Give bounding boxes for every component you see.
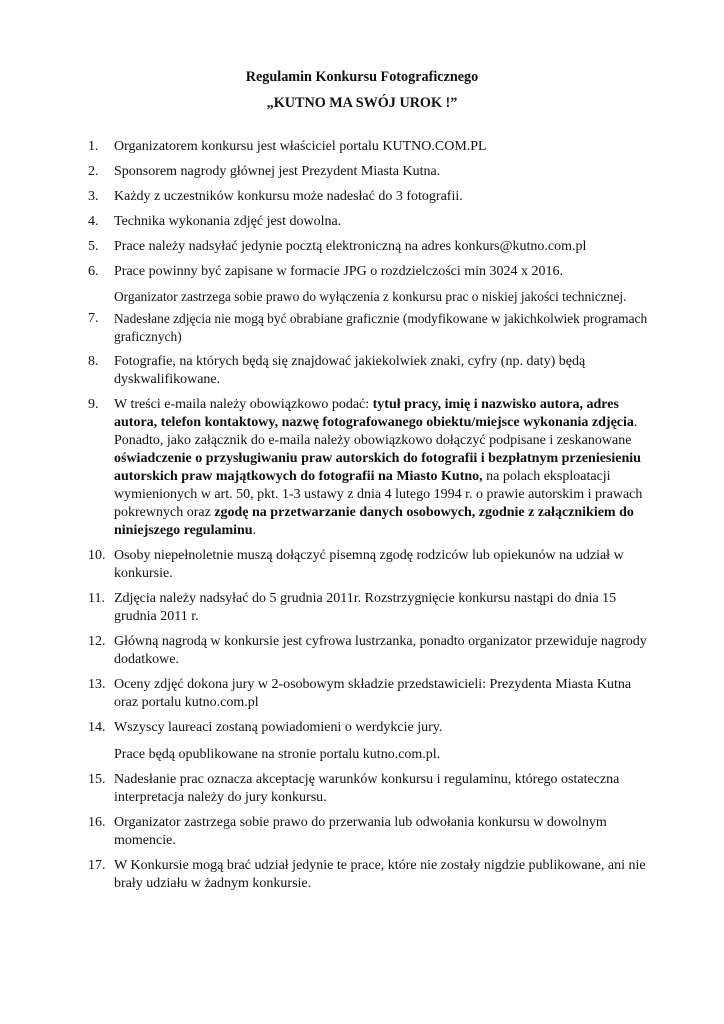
rule-text-segment: W treści e-maila należy obowiązkowo podać:: [114, 397, 373, 412]
rule-text: Wszyscy laureaci zostaną powiadomieni o werdykcie jury.: [114, 720, 443, 735]
rule-text: W Konkursie mogą brać udział jedynie te prace, które nie zostały nigdzie publikowane, ani nie brały udziału w żadnym konkursie.: [114, 858, 646, 891]
rule-text: Fotografie, na których będą się znajdować jakiekolwiek znaki, cyfry (np. daty) będą dyskwalifikowane.: [114, 354, 586, 387]
rule-text: Osoby niepełnoletnie muszą dołączyć pisemną zgodę rodziców lub opiekunów na udział w konkursie.: [114, 548, 624, 581]
rule-text: Organizatorem konkursu jest właściciel portalu KUTNO.COM.PL: [114, 139, 487, 154]
rule-number: 16.: [88, 815, 106, 830]
rule-text: Prace powinny być zapisane w formacie JPG o rozdzielczości min 3024 x 2016.: [114, 264, 564, 279]
rule-text: Nadesłanie prac oznacza akceptację warunków konkursu i regulaminu, którego ostateczna interpretacja należy do jury konkursu.: [114, 772, 620, 805]
rule-item-2: [0, 163, 724, 181]
rule-text: Oceny zdjęć dokona jury w 2-osobowym składzie przedstawicieli: Prezydenta Miasta Kutna oraz portalu kutno.com.pl: [114, 677, 632, 710]
rule-text: Zdjęcia należy nadsyłać do 5 grudnia 2011r. Rozstrzygnięcie konkursu nastąpi do dnia 15 grudnia 2011 r.: [114, 591, 617, 624]
rules-list: [0, 138, 724, 900]
rule-item-10: [0, 547, 724, 583]
rule-text: Główną nagrodą w konkursie jest cyfrowa lustrzanka, ponadto organizator przewiduje nagrody dodatkowe.: [114, 634, 647, 667]
contest-name: „KUTNO MA SWÓJ UROK !”: [266, 95, 458, 111]
rule-item-15: [0, 771, 724, 807]
rule-item-12: [0, 633, 724, 669]
rule-number: 6.: [88, 264, 99, 279]
rule-number: 7.: [88, 311, 99, 326]
rule-item-9: [0, 396, 724, 540]
rule-item-1: [0, 138, 724, 156]
rule-text-segment: . Ponadto, jako załącznik do e-maila należy obowiązkowo dołączyć podpisane i zeskanowane: [114, 415, 638, 448]
rule-item-6: [0, 263, 724, 306]
rule-text-segment: na polach eksploatacji wymienionych w art. 50, pkt. 1-3 ustawy z dnia 4 lutego 1994 r. o prawie autorskim i prawach pokrewnych oraz: [114, 469, 643, 520]
rule-number: 14.: [88, 720, 106, 735]
rule-item-13: [0, 676, 724, 712]
rule-number: 2.: [88, 164, 99, 179]
rule-number: 13.: [88, 677, 106, 692]
rule-text-bold: oświadczenie o przysługiwaniu praw autorskich do fotografii i bezpłatnym przeniesieniu autorskich praw majątkowych do fotografii na Miasto Kutno,: [114, 451, 641, 484]
rule-number: 17.: [88, 858, 106, 873]
rule-number: 1.: [88, 139, 99, 154]
rule-number: 15.: [88, 772, 106, 787]
rule-text: [114, 396, 654, 540]
rule-item-5: [0, 238, 724, 256]
rule-number: 5.: [88, 239, 99, 254]
rule-item-4: [0, 213, 724, 231]
rule-item-17: [0, 857, 724, 893]
rule-note: Organizator zastrzega sobie prawo do wyłączenia z konkursu prac o niskiej jakości technicznej.: [114, 289, 627, 304]
rule-item-11: [0, 590, 724, 626]
rule-item-8: [0, 353, 724, 389]
rule-item-16: [0, 814, 724, 850]
rule-item-7: [0, 310, 724, 346]
rule-number: 10.: [88, 548, 106, 563]
document-title: Regulamin Konkursu Fotograficznego: [245, 69, 479, 85]
rule-text: Organizator zastrzega sobie prawo do przerwania lub odwołania konkursu w dowolnym momencie.: [114, 815, 607, 848]
rule-text: Sponsorem nagrody głównej jest Prezydent Miasta Kutna.: [114, 164, 441, 179]
rule-number: 9.: [88, 397, 99, 412]
rule-text: Prace należy nadsyłać jedynie pocztą elektroniczną na adres konkurs@kutno.com.pl: [114, 239, 587, 254]
rule-text: Nadesłane zdjęcia nie mogą być obrabiane graficznie (modyfikowane w jakichkolwiek programach graficznych): [114, 311, 648, 344]
rule-number: 8.: [88, 354, 99, 369]
rule-number: 4.: [88, 214, 99, 229]
rule-number: 3.: [88, 189, 99, 204]
rule-text-bold: tytuł pracy, imię i nazwisko autora, adres autora, telefon kontaktowy, nazwę fotografowanego obiektu/miejsce wykonania zdjęcia: [114, 397, 634, 430]
rule-text-bold: zgodę na przetwarzanie danych osobowych, zgodnie z załącznikiem do niniejszego regulaminu: [114, 505, 634, 538]
rule-number: 11.: [88, 591, 105, 606]
rule-item-3: [0, 188, 724, 206]
rule-text: Technika wykonania zdjęć jest dowolna.: [114, 214, 342, 229]
rule-text: Każdy z uczestników konkursu może nadesłać do 3 fotografii.: [114, 189, 463, 204]
rule-number: 12.: [88, 634, 106, 649]
rule-text-segment: .: [252, 523, 257, 538]
rule-item-14: [0, 719, 724, 764]
rule-note: Prace będą opublikowane na stronie portalu kutno.com.pl.: [114, 747, 441, 762]
